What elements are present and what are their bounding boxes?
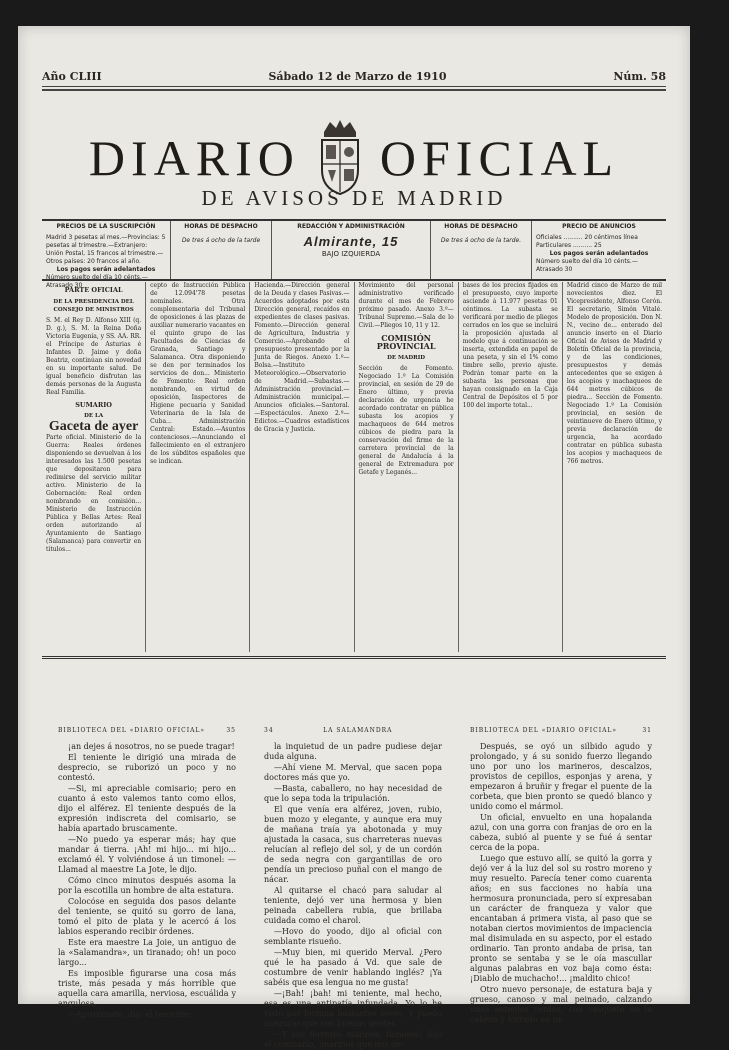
column-3 bbox=[250, 282, 354, 652]
top-rule bbox=[42, 86, 666, 87]
section-body: S. M. el Rey D. Alfonso XIII (q. D. g.), S. M. la Reina Doña Victoria Eugenia, y SS. AA. RR. el Príncipe de Asturias é Infantes D. Jaime y doña Beatriz, continúan sin novedad en su importante salud. De igual beneficio disfrutan las demás personas de la Augusta Real Familia. bbox=[46, 317, 142, 396]
ad-price-line: Oficiales .......... 20 céntimos línea bbox=[536, 234, 638, 241]
subscription-box bbox=[42, 221, 171, 289]
section-body: bases de los precios fijados en el presupuesto, cuyo importe asciende á 11.977 pesetas 01 céntimos. La subasta se verificará por medio de pliegos cerrados en los que se incluirá la proposición ajustada al modelo que á continuación se inserta, extendida en papel de una peseta, y sin el 1% como timbre sello, previo ajuste. Podrán tomar parte en la subasta las personas que hayan consignado en la Caja Central de Depósitos el 5 por 100 del importe total... bbox=[462, 282, 558, 409]
section-heading: SUMARIO bbox=[75, 401, 112, 409]
masthead-left-word: DIARIO bbox=[88, 130, 300, 186]
serial-column-middle bbox=[264, 726, 442, 1049]
dispatch-hours-box bbox=[431, 221, 532, 279]
dispatch-hours-heading: HORAS DE DESPACHO bbox=[444, 223, 518, 230]
serial-paragraph: —Y sus ferreros marinos, famosos! dijo el comisario, ¡marinos que nos de- bbox=[264, 1030, 442, 1049]
administration-floor: BAJO IZQUIERDA bbox=[321, 250, 381, 258]
dateline bbox=[42, 70, 666, 83]
serial-paragraph: El que venía era alférez, joven, rubio, buen mozo y elegante, y aunque era muy de mañana traía ya abotonada y muy ajustada la casaca, sus charreteras nuevas relucían al reflejo del sol, y de un cordón de seda negra con gargantillas de oro pendía un precioso puñal con el mango de nácar. bbox=[264, 805, 442, 884]
ad-price-line: Número suelto del día 10 cénts.—Atrasado 30 bbox=[536, 258, 638, 273]
info-bar bbox=[42, 219, 666, 289]
section-body: cepto de Instrucción Pública de 12.094'78 pesetas nominales. Otra complementaria del Tribunal de oposiciones á las plazas de auxiliar numerario vacantes en el quinto grupo de las Facultades de Ciencias de Granada, Santiago y Salamanca. Otra disponiendo se den por terminados los servicios de don... Ministerio de Fomento: Real orden nombrando, en virtud de oposición, Inspectores de Higiene pecuaria y Sanidad Veterinaria de la Isla de Cuba... Administración Central: Estado.—Asuntos contenciosos.—Anunciando el fallecimiento en el extranjero de los súbditos españoles que se indican. bbox=[150, 282, 246, 465]
serial-header bbox=[58, 726, 236, 736]
section-body: Sección de Fomento. Negociado 1.º La Comisión provincial, en sesión de 29 de Enero último, y previa declaración de urgencia he acordado contratar en pública subasta los acopios y machaqueos de 644 metros cúbicos de piedra para la conservación del firme de la carretera provincial de la general de Andalucía á la general de Extremadura por Getafe y Leganés... bbox=[358, 365, 454, 476]
administration-box bbox=[272, 221, 431, 279]
column-6 bbox=[563, 282, 666, 652]
serial-page-number: 34 bbox=[264, 727, 274, 734]
section-body: Movimiento del personal administrativo verificado durante el mes de Febrero próximo pasado. Anexo 3.º—Tribunal Supremo.—Sala de lo Civil.—Pliegos 10, 11 y 12. bbox=[358, 282, 454, 329]
serial-paragraph: —No puedo ya esperar más; hay que mandar á tierra. ¡Ah! mi hijo... mi hijo... exclamó él. Y volviéndose á un timonel: —Llamad al maestre La Jote, le dijo. bbox=[58, 835, 236, 874]
office-hours-box bbox=[171, 221, 272, 279]
serial-paragraph: El teniente le dirigió una mirada de desprecio, se ruborizó un poco y no contestó. bbox=[58, 753, 236, 782]
serial-paragraph: —Muy bien, mi querido Merval. ¿Pero qué le ha pasado á Vd. que sale de costumbre de venir hablando inglés? ¡Ya sabéis que esa lengua no me gusta! bbox=[264, 948, 442, 987]
column-1 bbox=[42, 282, 146, 652]
serial-paragraph: —Aproximate, dijo el teniente. bbox=[68, 1010, 192, 1019]
section-body: Parte oficial. Ministerio de la Guerra: Reales órdenes disponiendo se devuelvan á los interesados las 1.500 pesetas que depositaron para redimirse del servicio militar activo. Ministerio de la Gobernación: Real orden nombrando en comisión... Ministerio de Instrucción Pública y Bellas Artes: Real orden autorizando al Ayuntamiento de Santiago (Salamanca) para convertir en títulos... bbox=[46, 434, 142, 553]
serial-paragraph: —Hovo do yoodo, dijo al oficial con semblante risueño. bbox=[264, 927, 442, 946]
serial-header bbox=[470, 726, 652, 736]
ad-price-line: Los pagos serán adelantados bbox=[549, 250, 649, 257]
serial-paragraph: —Si, mi apreciable comisario; pero en cuanto á esto valemos tanto como ellos, dijo el alférez. El teniente después de la expresión indiscreta del comisario, se había apartado bruscamente. bbox=[58, 784, 236, 833]
section-body: Hacienda.—Dirección general de la Deuda y clases Pasivas.—Acuerdos adoptados por esta Dirección general, recaídos en expedientes de clases pasivas. Fomento.—Dirección general de Agricultura, Industria y Comercio.—Aprobando el presupuesto presentado por la Junta de Riegos. Anexo 1.º—Bolsa.—Instituto Meteorológico.—Observatorio de Madrid.—Subastas.—Administración provincial.—Administración municipal.—Anuncios oficiales.—Santoral.—Espectáculos. Anexo 2.º—Edictos.—Cuadros estadísticos de Gracia y Justicia. bbox=[254, 282, 350, 433]
date-label: Sábado 12 de Marzo de 1910 bbox=[268, 70, 447, 83]
column-4 bbox=[355, 282, 459, 652]
serial-paragraph: —Basta, caballero, no hay necesidad de que lo sepa toda la tripulación. bbox=[264, 784, 442, 803]
serial-page-number: 35 bbox=[226, 727, 236, 734]
serial-column-right bbox=[470, 726, 652, 1024]
newspaper-columns bbox=[42, 282, 666, 652]
subscription-line: Los pagos serán adelantados bbox=[56, 266, 156, 273]
serial-paragraph: Cómo cinco minutos después asoma la por la escotilla un hombre de alta estatura. bbox=[58, 876, 236, 895]
serial-paragraph: Otro nuevo personaje, de estatura baja y grueso, canoso y mal peinado, calzando unas anteojos verdes, con casquete en la cabeza y forrado en un bbox=[470, 985, 652, 1024]
serial-page-number: 31 bbox=[642, 727, 652, 734]
serial-header-title: BIBLIOTECA DEL «DIARIO OFICIAL» bbox=[470, 727, 618, 734]
newspaper-page bbox=[18, 26, 690, 1049]
serial-paragraph: ¡an dejes á nosotros, no se puede tragar! bbox=[68, 742, 235, 751]
serial-paragraph: Es imposible figurarse una cosa más triste, más pesada y más horrible que aquella cara amarilla, nerviosa, escuálida y angulosa. bbox=[58, 969, 236, 1008]
subscription-line: Número suelto del día 10 cénts.—Atrasado 30 bbox=[46, 274, 148, 289]
subscription-line: Madrid 3 pesetas al mes.—Provincias: 5 pesetas al trimestre.—Extranjero: Unión Postal, 15 francos al trimestre.—Otros países: 20 francos al año. bbox=[46, 234, 166, 265]
column-2 bbox=[146, 282, 250, 652]
gaceta-title: Gaceta de ayer bbox=[48, 419, 139, 434]
ad-price-line: Particulares .......... 25 bbox=[536, 242, 602, 249]
masthead-subtitle: DE AVISOS DE MADRID bbox=[201, 186, 507, 210]
serial-paragraph: Un oficial, envuelto en una hopalanda azul, con una gorra con franjas de oro en la cabeza, subió al puente y se fué á sentar cerca de la popa. bbox=[470, 813, 652, 852]
serial-paragraph: Colocóse en seguida dos pasos delante del teniente, se quitó su gorro de lana, tomó el pito de plata y le acercó á los labios esperando recibir órdenes. bbox=[58, 897, 236, 936]
serial-paragraph: Este era maestre La Joie, un antiguo de la «Salamandra», un tiranado; oh! un poco largo... bbox=[58, 938, 236, 967]
subscription-heading: PRECIOS DE LA SUSCRIPCIÓN bbox=[56, 223, 156, 230]
administration-address: Almirante, 15 bbox=[303, 234, 399, 249]
serial-paragraph: Al quitarse el chacó para saludar al teniente, dejó ver una hermosa y bien peinada cabellera rubia, que brillaba cuidada como el charol. bbox=[264, 886, 442, 925]
office-hours-heading: HORAS DE DESPACHO bbox=[184, 223, 258, 230]
serial-header-title: LA SALAMANDRA bbox=[323, 727, 393, 734]
serial-header-title: BIBLIOTECA DEL «DIARIO OFICIAL» bbox=[58, 727, 206, 734]
top-rule-thick bbox=[42, 89, 666, 91]
section-body: Madrid cinco de Marzo de mil novecientos diez. El Vicepresidente, Alfonso Cerón. El secretario, Simón Vitalé. Modelo de proposición. Don N. N., vecino de... enterado del anuncio inserto en el Diario Oficial de Avisos de Madrid y Boletín Oficial de la provincia, y de las condiciones, presupuestos y demás antecedentes que se exigen á los acopios y machaqueos de 644 metros cúbicos de piedra... Sección de Fomento. Negociado 1.º La Comisión provincial, en sesión de veintinueve de Enero último, y previa declaración de urgencia, ha acordado contratar en pública subasta los acopios y machaqueos de 766 metros. bbox=[566, 282, 663, 465]
serial-paragraph: —¡Bah! ¡bah! mi teniente, mal hecho, esa es una antipatía infundada. Yo lo he visto por fortuna bastantes veces, y puedo asegurar que son buenas gentes. bbox=[264, 989, 442, 1028]
issue-number: Núm. 58 bbox=[613, 70, 666, 83]
section-subheading: DE MADRID bbox=[387, 355, 426, 361]
serial-header bbox=[264, 726, 442, 736]
serial-paragraph: la inquietud de un padre pudiese dejar duda alguna. bbox=[264, 742, 442, 761]
serial-column-left bbox=[58, 726, 236, 1019]
serial-paragraph: Después, se oyó un silbido agudo y prolongado, y á su sonido fuerzo llegando uno por uno los marineros, descalzos, provistos de cepillos, esponjas y arena, y empezaron á bruñir y fregar el puente de la corbeta, que bien pronto se quedó blanco y unido como el mármol. bbox=[470, 742, 652, 811]
section-subheading: DE LA PRESIDENCIA DEL CONSEJO DE MINISTROS bbox=[53, 299, 134, 313]
section-divider bbox=[42, 656, 666, 659]
ad-prices-heading: PRECIO DE ANUNCIOS bbox=[562, 223, 636, 230]
serial-paragraph: —Ahí viene M. Merval, que sacen popa doctores más que yo. bbox=[264, 763, 442, 782]
dispatch-hours-text: De tres á ocho de la tarde. bbox=[440, 237, 522, 244]
section-heading: COMISIÓN PROVINCIAL bbox=[376, 333, 436, 351]
masthead-right-word: OFICIAL bbox=[379, 130, 620, 186]
ad-prices-box bbox=[532, 221, 666, 279]
administration-heading: REDACCIÓN Y ADMINISTRACIÓN bbox=[297, 223, 405, 230]
year-label: Año CLIII bbox=[42, 70, 102, 83]
serial-paragraph: Luego que estuvo allí, se quitó la gorra y dejó ver á la luz del sol su rostro moreno y muy resuelto. Parecía tener como cuarenta años; en sus facciones no había una hermosura pronunciada, pero sí expresaban un carácter de franqueza y valor que encantaban á primera vista, al paso que se notaban ciertos movimientos de impaciencia mal disimulada en su aspecto, por el estado ordinario. Tan pronto andaba de prisa, tan pronto se sentaba y se le oía mascullar algunas palabras en voz baja como ésta: ¡Diablo de muchacho!... ¡maldito chico! bbox=[470, 854, 652, 983]
section-subheading: DE LA bbox=[84, 413, 104, 419]
column-5 bbox=[459, 282, 563, 652]
office-hours-text: De tres á ocho de la tarde bbox=[181, 237, 261, 244]
section-heading: PARTE OFICIAL bbox=[64, 286, 123, 294]
